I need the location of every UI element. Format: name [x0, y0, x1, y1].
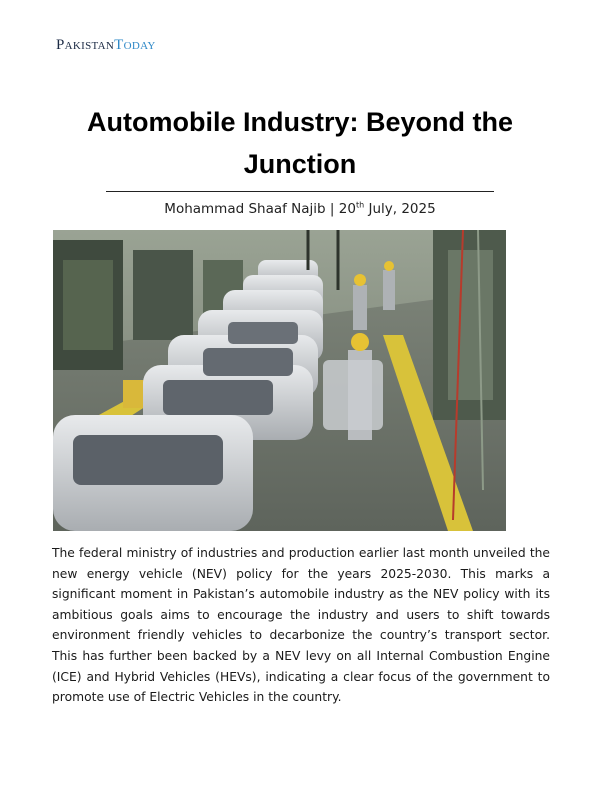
- date-suffix: th: [355, 200, 365, 210]
- publication-logo: [56, 38, 156, 53]
- author-name: Mohammad Shaaf Najib: [164, 201, 326, 217]
- byline-separator: |: [329, 201, 335, 217]
- article-title: Automobile Industry: Beyond the Junction: [86, 107, 513, 179]
- logo-word-pakistan: Pakistan: [56, 37, 115, 53]
- date-rest: July, 2025: [368, 201, 436, 217]
- article-body: The federal ministry of industries and production earlier last month unveiled the new energy vehicle (NEV) policy for the years 2025-2030. This marks a significant moment in Pakistan’s automobile industry as the NEV policy with its ambitious goals aims to encourage the industry and users to shift towards environment friendly vehicles to decarbonize the country’s transport sector. This has further been backed by a NEV levy on all Internal Combustion Engine (ICE) and Hybrid Vehicles (HEVs), indicating a clear focus of the government to promote use of Electric Vehicles in the country.: [52, 546, 550, 705]
- publish-date: [339, 201, 436, 217]
- byline: [40, 201, 560, 217]
- title-divider: [106, 191, 494, 192]
- date-day: 20: [338, 201, 356, 217]
- assembly-line-photo: [53, 230, 506, 531]
- logo-word-today: Today: [114, 37, 156, 53]
